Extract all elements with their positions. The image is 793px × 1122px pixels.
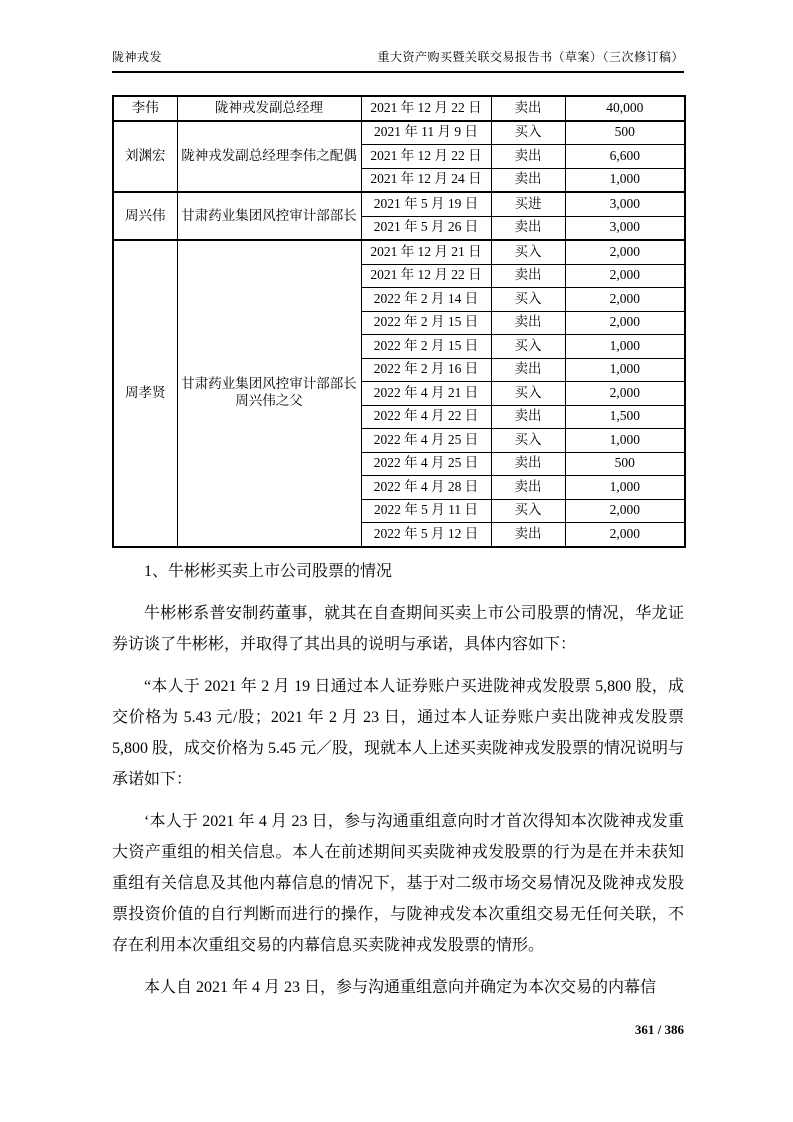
cell-trade-date: 2021 年 11 月 9 日 bbox=[361, 121, 491, 145]
cell-trade-quantity: 2,000 bbox=[565, 523, 685, 547]
cell-trade-action: 买入 bbox=[491, 288, 565, 312]
cell-trade-quantity: 1,000 bbox=[565, 476, 685, 500]
cell-trade-date: 2022 年 4 月 25 日 bbox=[361, 452, 491, 476]
cell-trade-date: 2021 年 12 月 22 日 bbox=[361, 264, 491, 288]
cell-trade-quantity: 40,000 bbox=[565, 96, 685, 121]
cell-trade-date: 2022 年 5 月 11 日 bbox=[361, 499, 491, 523]
cell-trade-action: 买进 bbox=[491, 192, 565, 216]
cell-person-name: 周兴伟 bbox=[113, 192, 177, 240]
cell-trade-date: 2021 年 5 月 19 日 bbox=[361, 192, 491, 216]
cell-trade-date: 2021 年 12 月 21 日 bbox=[361, 240, 491, 264]
cell-trade-quantity: 1,000 bbox=[565, 429, 685, 453]
cell-trade-date: 2022 年 5 月 12 日 bbox=[361, 523, 491, 547]
cell-trade-date: 2021 年 12 月 22 日 bbox=[361, 145, 491, 169]
cell-trade-action: 卖出 bbox=[491, 145, 565, 169]
table-row bbox=[113, 240, 685, 264]
cell-trade-action: 买入 bbox=[491, 382, 565, 406]
cell-trade-quantity: 500 bbox=[565, 452, 685, 476]
cell-trade-action: 卖出 bbox=[491, 168, 565, 192]
cell-trade-date: 2021 年 12 月 22 日 bbox=[361, 96, 491, 121]
paragraph: “本人于 2021 年 2 月 19 日通过本人证券账户买进陇神戎发股票 5,800 股，成交价格为 5.43 元/股；2021 年 2 月 23 日，通过本人证券账户卖出陇神戎发股票 5,800 股，成交价格为 5.45 元／股，现就本人上述买卖陇神戎发股票的情况说明与承诺如下： bbox=[112, 678, 685, 788]
cell-trade-quantity: 2,000 bbox=[565, 264, 685, 288]
paragraph: 本人自 2021 年 4 月 23 日，参与沟通重组意向并确定为本次交易的内幕信 bbox=[144, 979, 657, 996]
cell-relation: 甘肃药业集团风控审计部部长 bbox=[177, 192, 361, 240]
cell-trade-quantity: 1,000 bbox=[565, 335, 685, 359]
cell-trade-action: 买入 bbox=[491, 121, 565, 145]
cell-trade-date: 2021 年 5 月 26 日 bbox=[361, 216, 491, 240]
cell-trade-quantity: 1,500 bbox=[565, 405, 685, 429]
cell-trade-action: 卖出 bbox=[491, 96, 565, 121]
cell-trade-quantity: 2,000 bbox=[565, 499, 685, 523]
section-heading: 1、牛彬彬买卖上市公司股票的情况 bbox=[144, 563, 393, 580]
cell-trade-quantity: 2,000 bbox=[565, 382, 685, 406]
cell-trade-date: 2022 年 4 月 25 日 bbox=[361, 429, 491, 453]
cell-trade-action: 卖出 bbox=[491, 452, 565, 476]
cell-trade-quantity: 3,000 bbox=[565, 216, 685, 240]
cell-relation: 陇神戎发副总经理李伟之配偶 bbox=[177, 121, 361, 193]
cell-trade-quantity: 500 bbox=[565, 121, 685, 145]
cell-trade-date: 2022 年 2 月 15 日 bbox=[361, 311, 491, 335]
paragraph: 牛彬彬系普安制药董事，就其在自查期间买卖上市公司股票的情况，华龙证券访谈了牛彬彬，并取得了其出具的说明与承诺，具体内容如下： bbox=[112, 605, 684, 653]
cell-person-name: 李伟 bbox=[113, 96, 177, 121]
cell-trade-action: 卖出 bbox=[491, 405, 565, 429]
cell-trade-date: 2021 年 12 月 24 日 bbox=[361, 168, 491, 192]
header-company-name: 陇神戎发 bbox=[112, 50, 163, 64]
cell-trade-quantity: 3,000 bbox=[565, 192, 685, 216]
cell-trade-quantity: 6,600 bbox=[565, 145, 685, 169]
cell-trade-date: 2022 年 2 月 16 日 bbox=[361, 358, 491, 382]
cell-trade-action: 买入 bbox=[491, 335, 565, 359]
trades-table-body bbox=[113, 96, 685, 547]
cell-trade-action: 卖出 bbox=[491, 358, 565, 382]
cell-trade-action: 买入 bbox=[491, 499, 565, 523]
table-row bbox=[113, 96, 685, 121]
cell-trade-action: 卖出 bbox=[491, 523, 565, 547]
cell-person-name: 周孝贤 bbox=[113, 240, 177, 547]
cell-trade-date: 2022 年 4 月 21 日 bbox=[361, 382, 491, 406]
cell-trade-action: 买入 bbox=[491, 429, 565, 453]
cell-trade-date: 2022 年 4 月 28 日 bbox=[361, 476, 491, 500]
page-header bbox=[112, 48, 684, 73]
body-text bbox=[112, 556, 684, 1003]
cell-trade-action: 卖出 bbox=[491, 311, 565, 335]
cell-person-name: 刘渊宏 bbox=[113, 121, 177, 193]
cell-trade-action: 买入 bbox=[491, 240, 565, 264]
paragraph: ‘本人于 2021 年 4 月 23 日，参与沟通重组意向时才首次得知本次陇神戎发重大资产重组的相关信息。本人在前述期间买卖陇神戎发股票的行为是在并未获知重组有关信息及其他内幕信息的情况下，基于对二级市场交易情况及陇神戎发股票投资价值的自行判断而进行的操作，与陇神戎发本次重组交易无任何关联，不存在利用本次重组交易的内幕信息买卖陇神戎发股票的情形。 bbox=[112, 813, 684, 954]
cell-trade-date: 2022 年 2 月 15 日 bbox=[361, 335, 491, 359]
insider-trades-table bbox=[112, 95, 686, 548]
cell-trade-quantity: 2,000 bbox=[565, 240, 685, 264]
table-row bbox=[113, 121, 685, 145]
header-report-title: 重大资产购买暨关联交易报告书（草案）（三次修订稿） bbox=[377, 50, 684, 64]
cell-trade-date: 2022 年 4 月 22 日 bbox=[361, 405, 491, 429]
cell-trade-quantity: 1,000 bbox=[565, 358, 685, 382]
cell-trade-quantity: 2,000 bbox=[565, 288, 685, 312]
cell-trade-date: 2022 年 2 月 14 日 bbox=[361, 288, 491, 312]
table-row bbox=[113, 192, 685, 216]
cell-relation: 甘肃药业集团风控审计部部长周兴伟之父 bbox=[177, 240, 361, 547]
cell-trade-action: 卖出 bbox=[491, 264, 565, 288]
cell-relation: 陇神戎发副总经理 bbox=[177, 96, 361, 121]
cell-trade-quantity: 1,000 bbox=[565, 168, 685, 192]
page-number: 361 / 386 bbox=[634, 1022, 684, 1037]
cell-trade-action: 卖出 bbox=[491, 476, 565, 500]
cell-trade-quantity: 2,000 bbox=[565, 311, 685, 335]
cell-trade-action: 卖出 bbox=[491, 216, 565, 240]
